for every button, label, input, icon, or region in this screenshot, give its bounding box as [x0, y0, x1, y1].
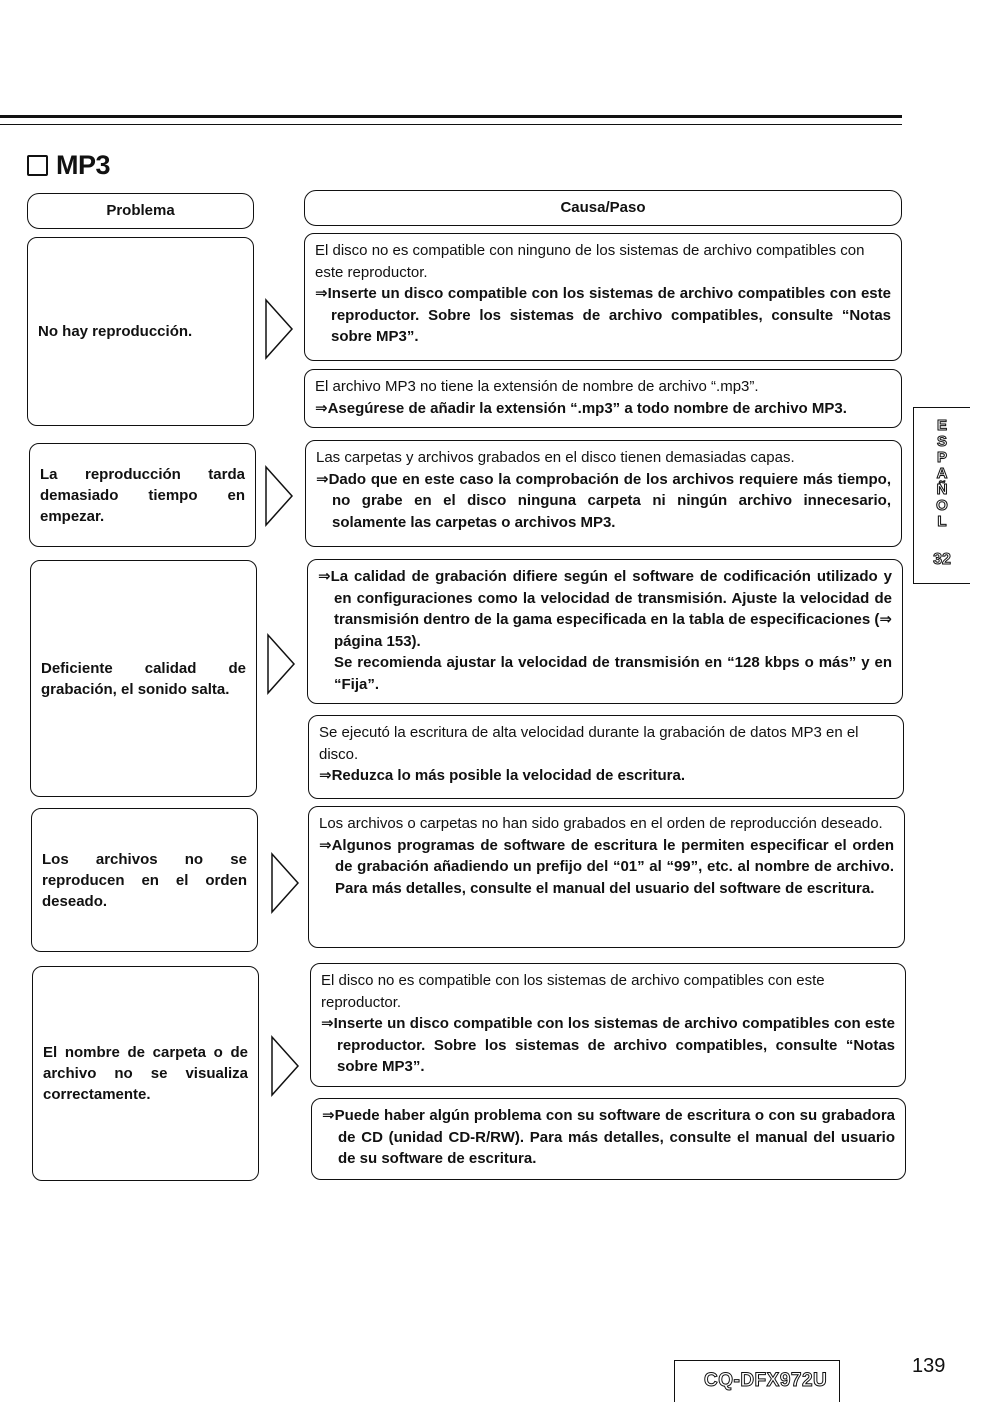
language-letter: S: [936, 433, 947, 450]
cause-box-5b: [311, 1098, 906, 1180]
problem-box-4: [31, 808, 258, 952]
section-title: [27, 150, 110, 181]
cause-header: Causa/Paso: [304, 190, 902, 226]
problem-text-2: La reproducción tarda demasiado tiempo en empezar.: [40, 465, 245, 525]
cause-box-4: [308, 806, 905, 948]
checkbox-square-icon: [27, 155, 48, 176]
arrow-right-icon: [264, 298, 294, 360]
top-rule-thick: [0, 115, 902, 118]
cause-box-5a: [310, 963, 906, 1087]
language-letter: E: [936, 417, 947, 434]
top-rule-thin: [0, 124, 902, 125]
arrow-right-icon: [270, 852, 300, 914]
model-name: CQ-DFX972U: [704, 1370, 828, 1391]
cause-step: ⇒Reduzca lo más posible la velocidad de escritura.: [319, 767, 686, 784]
cause-text: El disco no es compatible con los sistemas de archivo compatibles con este reproductor.: [321, 972, 825, 1011]
problem-text-5: El nombre de carpeta o de archivo no se visualiza correctamente.: [43, 1044, 248, 1103]
cause-step: ⇒Asegúrese de añadir la extensión “.mp3” a todo nombre de archivo MP3.: [315, 399, 847, 417]
cause-text: Las carpetas y archivos grabados en el disco tienen demasiadas capas.: [316, 449, 795, 466]
section-title-text: MP3: [56, 150, 111, 180]
arrow-right-icon: [270, 1035, 300, 1097]
cause-text: El archivo MP3 no tiene la extensión de nombre de archivo “.mp3”.: [315, 378, 759, 395]
section-page-number: 32: [933, 551, 951, 568]
problem-box-2: [29, 443, 256, 547]
language-tab-letters: [930, 418, 954, 530]
cause-step: ⇒Inserte un disco compatible con los sistemas de archivo compatibles con este reproductor. Sobre los sistemas de archivo compatibles, consulte “Notas sobre MP3”.: [321, 1015, 895, 1075]
problem-box-5: [32, 966, 259, 1181]
cause-step: ⇒Inserte un disco compatible con los sistemas de archivo compatibles con este reproductor. Sobre los sistemas de archivo compatibles, consulte “Notas sobre MP3”.: [315, 285, 891, 345]
problem-box-3: [30, 560, 257, 797]
problem-text-1: No hay reproducción.: [38, 323, 193, 340]
problem-text-3: Deficiente calidad de grabación, el sonido salta.: [41, 659, 246, 698]
problem-text-4: Los archivos no se reproducen en el orden deseado.: [42, 850, 247, 910]
arrow-right-icon: [266, 633, 296, 695]
arrow-right-icon: [264, 465, 294, 527]
cause-box-1b: [304, 369, 902, 428]
cause-box-1a: [304, 233, 902, 361]
cause-step: ⇒Puede haber algún problema con su software de escritura o con su grabadora de CD (unidad CD-R/RW). Para más detalles, consulte el manual del usuario de su software de escritura.: [322, 1107, 895, 1167]
language-letter: Ñ: [936, 481, 948, 498]
cause-step: ⇒Algunos programas de software de escritura le permiten especificar el orden de grabación añadiendo un prefijo del “01” al “99”, etc. al nombre de archivo. Para más detalles, consulte el manual del usuario del software de escritura.: [319, 836, 894, 897]
problem-box-1: [27, 237, 254, 426]
language-letter: O: [936, 497, 948, 514]
language-letter: L: [937, 513, 947, 530]
cause-box-3b: [308, 715, 904, 799]
language-letter: A: [936, 465, 948, 482]
cause-step: ⇒Dado que en este caso la comprobación de los archivos requiere más tiempo, no grabe en el disco ninguna carpeta ni ningún archivo innecesario, solamente las carpetas o archivos MP3.: [316, 470, 891, 531]
cause-text: Se ejecutó la escritura de alta velocidad durante la grabación de datos MP3 en el disco.: [319, 724, 859, 763]
cause-text: El disco no es compatible con ninguno de los sistemas de archivo compatibles con este reproductor.: [315, 242, 865, 281]
language-letter: P: [936, 449, 947, 466]
cause-step: ⇒La calidad de grabación difiere según el software de codificación utilizado y en configuraciones como la velocidad de transmisión. Ajuste la velocidad de transmisión dentro de la gama especificada en la tabla de especificaciones (⇒ página 153).: [318, 568, 892, 650]
cause-step-extra: Se recomienda ajustar la velocidad de transmisión en “128 kbps o más” y en “Fija”.: [334, 654, 892, 693]
cause-text: Los archivos o carpetas no han sido grabados en el orden de reproducción deseado.: [319, 815, 883, 832]
problem-header: Problema: [27, 193, 254, 229]
cause-box-2: [305, 440, 902, 547]
cause-box-3a: [307, 559, 903, 704]
page-number: 139: [912, 1355, 946, 1377]
